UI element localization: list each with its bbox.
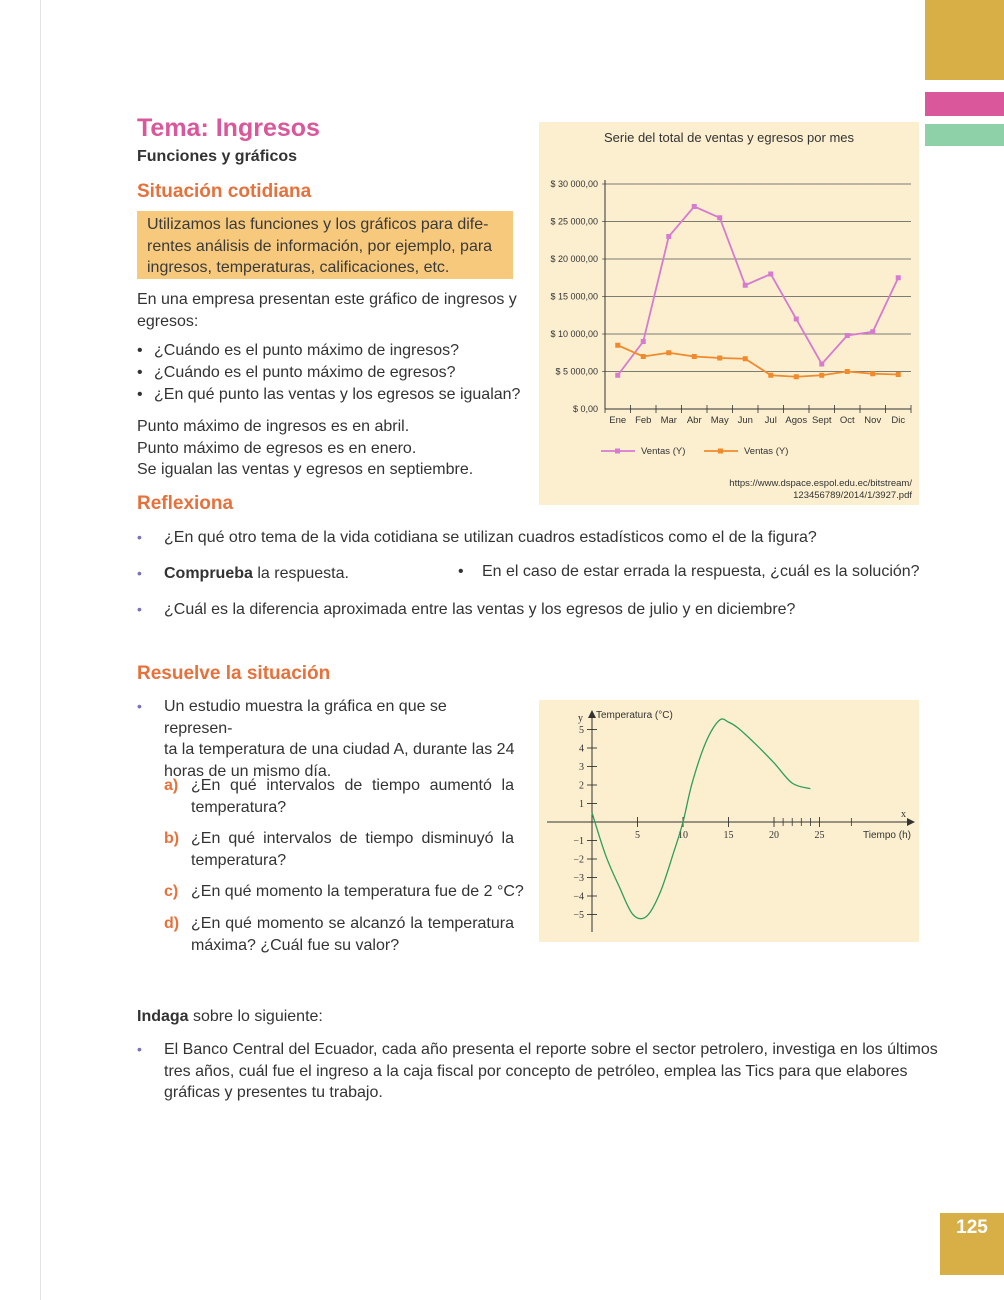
answer-line: Punto máximo de egresos es en enero. xyxy=(137,439,417,457)
sales-chart xyxy=(539,122,919,505)
legend-label: Ventas (Y) xyxy=(744,446,789,457)
expense-point xyxy=(743,356,748,361)
exercise-item: b) ¿En qué intervalos de tiempo disminuyó la temperatura? xyxy=(164,830,514,869)
y-tick-label: $ 10 000,00 xyxy=(550,329,598,339)
y-tick-label: −2 xyxy=(573,854,584,866)
y-tick-label: −5 xyxy=(573,910,584,921)
x-tick-label: Nov xyxy=(864,415,882,426)
box-line: rentes análisis de información, por ejemplo, para xyxy=(147,237,493,255)
box-line: Utilizamos las funciones y los gráficos para dife- xyxy=(147,216,489,233)
sales-point xyxy=(641,339,646,344)
sales-point xyxy=(845,333,850,338)
x-tick-label: Feb xyxy=(635,415,652,426)
x-tick-label: Agos xyxy=(785,415,808,426)
bold-word: Comprueba xyxy=(164,565,253,582)
x-tick-label: Abr xyxy=(686,415,702,426)
expense-point xyxy=(615,343,620,348)
intro-line: Un estudio muestra la gráfica en que se represen- xyxy=(164,698,447,737)
x-tick-label: Jun xyxy=(737,415,753,426)
page-title: Tema: Ingresos xyxy=(137,114,320,142)
y-tick-label: −1 xyxy=(573,836,584,847)
temperature-curve xyxy=(592,719,810,919)
y-axis-label: Temperatura (°C) xyxy=(596,710,673,721)
reflexiona-heading: Reflexiona xyxy=(137,493,234,514)
y-tick-label: $ 5 000,00 xyxy=(555,366,598,377)
sales-chart-panel xyxy=(539,122,919,505)
sales-point xyxy=(819,362,824,367)
resuelve-heading: Resuelve la situación xyxy=(137,663,331,684)
indaga-line: El Banco Central del Ecuador, cada año presenta el reporte sobre el sector petrolero, investiga en los últimos xyxy=(164,1041,938,1058)
y-tick-label: −4 xyxy=(573,891,584,903)
expense-point xyxy=(819,373,824,378)
highlight-box xyxy=(137,211,513,279)
intro-line: horas de un mismo día. xyxy=(164,762,332,780)
exercise-item: d) ¿En qué momento se alcanzó la temperatura máxima? ¿Cuál fue su valor? xyxy=(164,915,514,954)
indaga-line: tres años, cuál fue el ingreso a la caja fiscal por concepto de petróleo, emplea las Tics para que elabores xyxy=(164,1062,908,1080)
source-url: 123456789/2014/1/3927.pdf xyxy=(793,490,912,501)
legend-marker xyxy=(615,449,620,454)
situacion-heading: Situación cotidiana xyxy=(137,181,312,202)
sales-point xyxy=(768,272,773,277)
x-tick-label: Ene xyxy=(609,415,627,426)
x-tick-label: 10 xyxy=(678,830,688,841)
x-tick-label: Dic xyxy=(891,415,906,426)
x-tick-label: 5 xyxy=(635,830,640,841)
x-tick-label: Mar xyxy=(660,415,677,426)
sales-point xyxy=(870,329,875,334)
chapter-tab-green xyxy=(925,124,1004,146)
y-tick-label: −3 xyxy=(573,873,584,884)
box-line: ingresos, temperaturas, calificaciones, etc. xyxy=(147,259,450,276)
margin-line xyxy=(40,0,41,1300)
intro-line: ta la temperatura de una ciudad A, durante las 24 xyxy=(164,741,515,758)
y-tick-label: $ 25 000,00 xyxy=(550,216,598,227)
y-tick-label: 5 xyxy=(579,725,584,736)
chapter-tab-pink xyxy=(925,92,1004,116)
sales-point xyxy=(794,317,799,322)
intro-line: egresos: xyxy=(137,312,199,330)
page-number: 125 xyxy=(940,1213,1004,1275)
expense-point xyxy=(896,372,901,377)
x-axis-name: x xyxy=(901,809,906,820)
x-tick-label: Sept xyxy=(811,415,832,426)
source-url: https://www.dspace.espol.edu.ec/bitstream/ xyxy=(729,478,912,489)
y-tick-label: 1 xyxy=(579,799,584,810)
y-axis-arrow xyxy=(588,710,596,718)
x-tick-label: 25 xyxy=(814,830,825,841)
sales-point xyxy=(666,234,671,239)
exercise-item: c) ¿En qué momento la temperatura fue de 2 °C? xyxy=(164,883,524,900)
answer-line: Punto máximo de ingresos es en abril. xyxy=(137,418,410,435)
y-tick-label: 4 xyxy=(579,743,584,755)
bold-word: Indaga xyxy=(137,1008,189,1025)
legend-label: Ventas (Y) xyxy=(641,446,686,457)
x-axis-arrow xyxy=(907,818,915,826)
expense-point xyxy=(692,354,697,359)
y-tick-label: $ 30 000,00 xyxy=(550,179,598,189)
sales-point xyxy=(717,215,722,220)
answer-line: Se igualan las ventas y egresos en septiembre. xyxy=(137,461,474,478)
y-tick-label: 3 xyxy=(579,762,584,773)
sales-point xyxy=(615,373,620,378)
expense-point xyxy=(794,374,799,379)
temperature-chart xyxy=(539,700,919,942)
chapter-tab-gold xyxy=(925,0,1004,80)
expense-point xyxy=(845,369,850,374)
x-tick-label: Jul xyxy=(764,415,777,426)
sales-point xyxy=(743,283,748,288)
sales-series-line xyxy=(618,207,899,376)
y-tick-label: $ 0,00 xyxy=(572,404,598,414)
x-tick-label: 15 xyxy=(723,830,734,841)
exercise-item: a) ¿En qué intervalos de tiempo aumentó la temperatura? xyxy=(164,777,514,816)
answers xyxy=(137,416,473,481)
temperature-chart-panel xyxy=(539,700,919,942)
indaga-line: gráficas y presentes tu trabajo. xyxy=(164,1084,383,1101)
x-tick-label: May xyxy=(710,415,729,426)
x-axis-label: Tiempo (h) xyxy=(863,830,911,841)
y-tick-label: 2 xyxy=(579,780,584,792)
intro-line: En una empresa presentan este gráfico de ingresos y xyxy=(137,291,517,308)
y-tick-label: $ 20 000,00 xyxy=(550,254,598,264)
indaga-lead: Indaga sobre lo siguiente: xyxy=(137,1008,323,1025)
expense-point xyxy=(870,371,875,376)
x-tick-label: Oct xyxy=(839,415,855,426)
expense-point xyxy=(717,356,722,361)
sales-point xyxy=(896,275,901,280)
expense-point xyxy=(666,350,671,355)
expense-series-line xyxy=(618,345,899,377)
expense-point xyxy=(768,373,773,378)
intro-paragraph xyxy=(137,289,517,332)
y-axis-name: y xyxy=(578,713,583,724)
y-tick-label: $ 15 000,00 xyxy=(550,291,598,302)
expense-point xyxy=(641,354,646,359)
chart-title: Serie del total de ventas y egresos por mes xyxy=(603,130,855,145)
legend-marker xyxy=(718,449,723,454)
sales-point xyxy=(692,204,697,209)
page-subtitle: Funciones y gráficos xyxy=(137,148,298,165)
x-tick-label: 20 xyxy=(769,830,779,841)
